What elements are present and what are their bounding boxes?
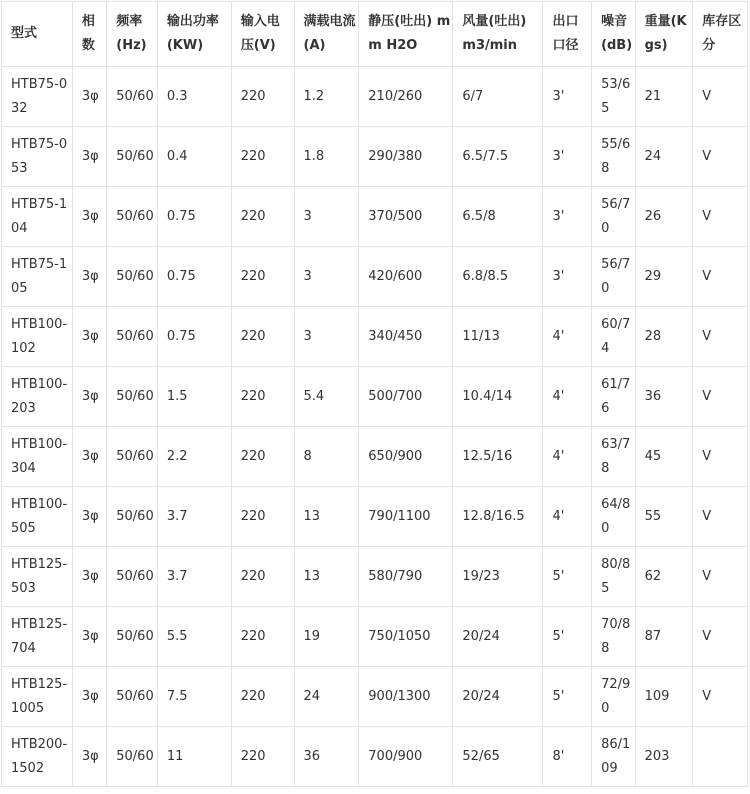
cell-input-voltage: 220 xyxy=(231,367,294,427)
cell-phase: 3φ xyxy=(72,727,106,787)
cell-stock: V xyxy=(693,67,748,127)
cell-model: HTB125-704 xyxy=(2,607,73,667)
cell-output-power: 0.4 xyxy=(157,127,231,187)
cell-output-power: 0.75 xyxy=(157,187,231,247)
cell-input-voltage: 220 xyxy=(231,727,294,787)
spec-table xyxy=(1,1,748,787)
cell-full-load-current: 19 xyxy=(294,607,359,667)
cell-input-voltage: 220 xyxy=(231,607,294,667)
cell-phase: 3φ xyxy=(72,67,106,127)
cell-output-power: 2.2 xyxy=(157,427,231,487)
cell-phase: 3φ xyxy=(72,127,106,187)
cell-weight: 29 xyxy=(635,247,693,307)
cell-outlet-diameter: 4' xyxy=(543,487,592,547)
header-cell-air-volume: 风量(吐出) m3/min xyxy=(453,2,543,67)
cell-noise: 64/80 xyxy=(592,487,636,547)
cell-weight: 36 xyxy=(635,367,693,427)
cell-phase: 3φ xyxy=(72,667,106,727)
cell-static-pressure: 580/790 xyxy=(359,547,453,607)
header-cell-full-load-current: 满载电流(A) xyxy=(294,2,359,67)
cell-outlet-diameter: 5' xyxy=(543,667,592,727)
cell-stock: V xyxy=(693,487,748,547)
cell-output-power: 7.5 xyxy=(157,667,231,727)
table-row xyxy=(2,367,748,427)
cell-noise: 70/88 xyxy=(592,607,636,667)
cell-full-load-current: 13 xyxy=(294,487,359,547)
cell-model: HTB100-505 xyxy=(2,487,73,547)
cell-static-pressure: 210/260 xyxy=(359,67,453,127)
header-cell-phase: 相数 xyxy=(72,2,106,67)
cell-phase: 3φ xyxy=(72,487,106,547)
cell-stock xyxy=(693,727,748,787)
cell-full-load-current: 5.4 xyxy=(294,367,359,427)
header-cell-frequency: 频率(Hz) xyxy=(107,2,158,67)
cell-air-volume: 52/65 xyxy=(453,727,543,787)
cell-noise: 56/70 xyxy=(592,247,636,307)
cell-model: HTB200-1502 xyxy=(2,727,73,787)
cell-weight: 87 xyxy=(635,607,693,667)
cell-phase: 3φ xyxy=(72,187,106,247)
header-cell-output-power: 输出功率(KW) xyxy=(157,2,231,67)
cell-outlet-diameter: 5' xyxy=(543,547,592,607)
cell-input-voltage: 220 xyxy=(231,307,294,367)
cell-weight: 21 xyxy=(635,67,693,127)
cell-stock: V xyxy=(693,427,748,487)
cell-input-voltage: 220 xyxy=(231,187,294,247)
cell-model: HTB125-1005 xyxy=(2,667,73,727)
cell-output-power: 0.3 xyxy=(157,67,231,127)
table-row xyxy=(2,487,748,547)
cell-frequency: 50/60 xyxy=(107,307,158,367)
cell-frequency: 50/60 xyxy=(107,187,158,247)
cell-noise: 86/109 xyxy=(592,727,636,787)
cell-full-load-current: 1.8 xyxy=(294,127,359,187)
cell-full-load-current: 1.2 xyxy=(294,67,359,127)
cell-model: HTB100-304 xyxy=(2,427,73,487)
cell-weight: 109 xyxy=(635,667,693,727)
cell-weight: 62 xyxy=(635,547,693,607)
cell-stock: V xyxy=(693,607,748,667)
cell-full-load-current: 36 xyxy=(294,727,359,787)
cell-air-volume: 10.4/14 xyxy=(453,367,543,427)
cell-air-volume: 19/23 xyxy=(453,547,543,607)
cell-full-load-current: 3 xyxy=(294,187,359,247)
cell-static-pressure: 750/1050 xyxy=(359,607,453,667)
cell-stock: V xyxy=(693,247,748,307)
cell-weight: 26 xyxy=(635,187,693,247)
cell-weight: 45 xyxy=(635,427,693,487)
cell-noise: 72/90 xyxy=(592,667,636,727)
header-cell-noise: 噪音(dB) xyxy=(592,2,636,67)
table-row xyxy=(2,127,748,187)
cell-phase: 3φ xyxy=(72,427,106,487)
cell-output-power: 3.7 xyxy=(157,487,231,547)
cell-static-pressure: 700/900 xyxy=(359,727,453,787)
cell-stock: V xyxy=(693,127,748,187)
table-row xyxy=(2,247,748,307)
header-cell-stock: 库存区分 xyxy=(693,2,748,67)
cell-phase: 3φ xyxy=(72,367,106,427)
table-body xyxy=(2,67,748,787)
cell-outlet-diameter: 8' xyxy=(543,727,592,787)
table-row xyxy=(2,307,748,367)
cell-model: HTB125-503 xyxy=(2,547,73,607)
cell-noise: 53/65 xyxy=(592,67,636,127)
cell-weight: 28 xyxy=(635,307,693,367)
cell-stock: V xyxy=(693,187,748,247)
cell-frequency: 50/60 xyxy=(107,367,158,427)
cell-frequency: 50/60 xyxy=(107,607,158,667)
cell-input-voltage: 220 xyxy=(231,127,294,187)
cell-frequency: 50/60 xyxy=(107,727,158,787)
cell-input-voltage: 220 xyxy=(231,427,294,487)
cell-model: HTB100-102 xyxy=(2,307,73,367)
cell-model: HTB75-104 xyxy=(2,187,73,247)
cell-stock: V xyxy=(693,667,748,727)
cell-output-power: 5.5 xyxy=(157,607,231,667)
cell-input-voltage: 220 xyxy=(231,667,294,727)
cell-full-load-current: 24 xyxy=(294,667,359,727)
cell-model: HTB75-105 xyxy=(2,247,73,307)
cell-phase: 3φ xyxy=(72,607,106,667)
cell-outlet-diameter: 4' xyxy=(543,307,592,367)
cell-output-power: 1.5 xyxy=(157,367,231,427)
cell-frequency: 50/60 xyxy=(107,667,158,727)
cell-outlet-diameter: 4' xyxy=(543,367,592,427)
cell-model: HTB75-053 xyxy=(2,127,73,187)
cell-full-load-current: 13 xyxy=(294,547,359,607)
cell-full-load-current: 3 xyxy=(294,307,359,367)
cell-stock: V xyxy=(693,547,748,607)
cell-static-pressure: 370/500 xyxy=(359,187,453,247)
header-cell-outlet-diameter: 出口口径 xyxy=(543,2,592,67)
cell-phase: 3φ xyxy=(72,247,106,307)
cell-outlet-diameter: 4' xyxy=(543,427,592,487)
table-row xyxy=(2,667,748,727)
cell-output-power: 0.75 xyxy=(157,307,231,367)
cell-outlet-diameter: 3' xyxy=(543,247,592,307)
cell-output-power: 11 xyxy=(157,727,231,787)
cell-model: HTB100-203 xyxy=(2,367,73,427)
cell-input-voltage: 220 xyxy=(231,487,294,547)
cell-output-power: 0.75 xyxy=(157,247,231,307)
cell-air-volume: 11/13 xyxy=(453,307,543,367)
cell-air-volume: 20/24 xyxy=(453,607,543,667)
cell-input-voltage: 220 xyxy=(231,67,294,127)
cell-frequency: 50/60 xyxy=(107,67,158,127)
cell-static-pressure: 900/1300 xyxy=(359,667,453,727)
cell-output-power: 3.7 xyxy=(157,547,231,607)
cell-weight: 24 xyxy=(635,127,693,187)
cell-air-volume: 6.8/8.5 xyxy=(453,247,543,307)
header-cell-weight: 重量(Kgs) xyxy=(635,2,693,67)
cell-air-volume: 6.5/8 xyxy=(453,187,543,247)
cell-outlet-diameter: 3' xyxy=(543,127,592,187)
cell-phase: 3φ xyxy=(72,307,106,367)
cell-static-pressure: 790/1100 xyxy=(359,487,453,547)
cell-static-pressure: 650/900 xyxy=(359,427,453,487)
cell-frequency: 50/60 xyxy=(107,427,158,487)
cell-full-load-current: 8 xyxy=(294,427,359,487)
cell-noise: 80/85 xyxy=(592,547,636,607)
header-cell-model: 型式 xyxy=(2,2,73,67)
table-row xyxy=(2,67,748,127)
header-row xyxy=(2,2,748,67)
cell-outlet-diameter: 3' xyxy=(543,67,592,127)
cell-weight: 203 xyxy=(635,727,693,787)
cell-noise: 55/68 xyxy=(592,127,636,187)
cell-air-volume: 6.5/7.5 xyxy=(453,127,543,187)
table-row xyxy=(2,187,748,247)
cell-frequency: 50/60 xyxy=(107,127,158,187)
cell-air-volume: 12.5/16 xyxy=(453,427,543,487)
cell-air-volume: 20/24 xyxy=(453,667,543,727)
table-row xyxy=(2,607,748,667)
cell-stock: V xyxy=(693,367,748,427)
table-row xyxy=(2,727,748,787)
cell-full-load-current: 3 xyxy=(294,247,359,307)
cell-frequency: 50/60 xyxy=(107,247,158,307)
cell-static-pressure: 340/450 xyxy=(359,307,453,367)
cell-static-pressure: 420/600 xyxy=(359,247,453,307)
cell-static-pressure: 500/700 xyxy=(359,367,453,427)
cell-phase: 3φ xyxy=(72,547,106,607)
cell-noise: 63/78 xyxy=(592,427,636,487)
cell-noise: 56/70 xyxy=(592,187,636,247)
cell-noise: 61/76 xyxy=(592,367,636,427)
cell-air-volume: 12.8/16.5 xyxy=(453,487,543,547)
table-row xyxy=(2,427,748,487)
cell-outlet-diameter: 3' xyxy=(543,187,592,247)
cell-outlet-diameter: 5' xyxy=(543,607,592,667)
cell-frequency: 50/60 xyxy=(107,547,158,607)
cell-stock: V xyxy=(693,307,748,367)
table-row xyxy=(2,547,748,607)
cell-input-voltage: 220 xyxy=(231,547,294,607)
header-cell-input-voltage: 输入电压(V) xyxy=(231,2,294,67)
cell-static-pressure: 290/380 xyxy=(359,127,453,187)
cell-weight: 55 xyxy=(635,487,693,547)
cell-input-voltage: 220 xyxy=(231,247,294,307)
cell-air-volume: 6/7 xyxy=(453,67,543,127)
cell-noise: 60/74 xyxy=(592,307,636,367)
cell-frequency: 50/60 xyxy=(107,487,158,547)
header-cell-static-pressure: 静压(吐出) mm H2O xyxy=(359,2,453,67)
cell-model: HTB75-032 xyxy=(2,67,73,127)
